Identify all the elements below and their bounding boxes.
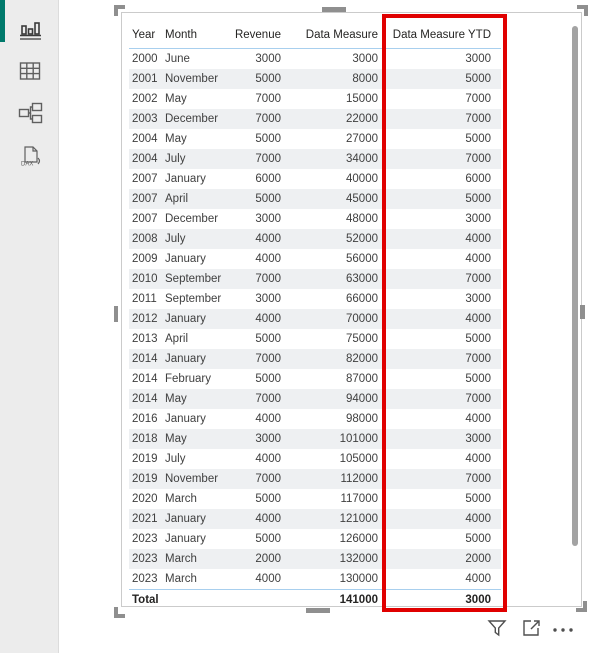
table-row[interactable]	[129, 229, 501, 249]
selection-handle-left-middle[interactable]	[114, 306, 118, 322]
table-row[interactable]	[129, 369, 501, 389]
table-cell: 7000	[465, 393, 491, 405]
selection-handle-right-middle[interactable]	[580, 305, 585, 319]
table-visual[interactable]	[121, 12, 582, 607]
table-cell: 5000	[255, 193, 281, 205]
table-cell: May	[165, 93, 187, 105]
table-cell: 4000	[255, 453, 281, 465]
filter-icon	[485, 627, 509, 644]
filter-button[interactable]	[485, 616, 509, 640]
table-row[interactable]	[129, 89, 501, 109]
table-cell: 4000	[465, 313, 491, 325]
table-cell: January	[165, 513, 206, 525]
table-cell: 5000	[465, 193, 491, 205]
selection-handle-bottom-center[interactable]	[306, 608, 330, 613]
table-cell: January	[165, 353, 206, 365]
selection-handle-top-center[interactable]	[322, 7, 346, 12]
table-cell: 2014	[132, 373, 158, 385]
table-cell: 121000	[339, 513, 378, 525]
table-row[interactable]	[129, 469, 501, 489]
table-cell: 7000	[465, 473, 491, 485]
table-cell: January	[165, 313, 206, 325]
table-cell: 5000	[255, 133, 281, 145]
table-cell: 7000	[255, 393, 281, 405]
table-cell: 4000	[255, 413, 281, 425]
table-row[interactable]	[129, 69, 501, 89]
more-options-button[interactable]	[551, 618, 575, 642]
table-row[interactable]	[129, 489, 501, 509]
table-cell: 2010	[132, 273, 158, 285]
table-cell: July	[165, 453, 186, 465]
table-cell: 2018	[132, 433, 158, 445]
table-cell: 3000	[465, 53, 491, 65]
table-row[interactable]	[129, 569, 501, 589]
table-body	[129, 49, 501, 589]
table-cell: 3000	[255, 213, 281, 225]
table-cell: 63000	[346, 273, 378, 285]
sidebar-item-report-view[interactable]	[16, 16, 44, 44]
table-cell: 117000	[340, 493, 378, 505]
table-cell: September	[165, 293, 222, 305]
selection-handle-bottom-right[interactable]	[576, 601, 587, 612]
table-cell: 82000	[346, 353, 378, 365]
table-cell: July	[165, 233, 186, 245]
table-cell: 2016	[132, 413, 158, 425]
table-cell: November	[165, 473, 219, 485]
table-cell: April	[165, 333, 189, 345]
column-header-month[interactable]: Month	[165, 28, 197, 41]
table-cell: 7000	[465, 273, 491, 285]
table-cell: 2007	[132, 173, 158, 185]
table-cell: 66000	[346, 293, 378, 305]
dax-document-icon	[16, 157, 44, 174]
table-cell: 2002	[132, 93, 158, 105]
table-cell: 2023	[132, 553, 158, 565]
table-cell: 34000	[346, 153, 378, 165]
table-cell: 5000	[255, 73, 281, 85]
table-cell: 2007	[132, 213, 158, 225]
table-cell: 4000	[465, 253, 491, 265]
vertical-scrollbar-thumb[interactable]	[572, 26, 578, 546]
table-cell: 130000	[339, 573, 378, 585]
table-cell: 2020	[132, 493, 158, 505]
table-cell: 7000	[255, 473, 281, 485]
table-row[interactable]	[129, 389, 501, 409]
table-cell: 2012	[132, 313, 158, 325]
table-row[interactable]	[129, 189, 501, 209]
table-cell: 3000	[255, 293, 281, 305]
table-cell: 105000	[339, 453, 378, 465]
total-cell: Total	[132, 594, 159, 606]
table-cell: 2019	[132, 473, 158, 485]
table-cell: May	[165, 133, 187, 145]
table-cell: 4000	[255, 253, 281, 265]
table-cell: January	[165, 253, 206, 265]
table-cell: 6000	[255, 173, 281, 185]
table-cell: June	[165, 53, 190, 65]
selection-handle-top-left[interactable]	[114, 5, 125, 16]
table-cell: 3000	[352, 53, 378, 65]
table-cell: 5000	[255, 533, 281, 545]
table-cell: 4000	[465, 453, 491, 465]
table-cell: 4000	[465, 513, 491, 525]
table-cell: 2008	[132, 233, 158, 245]
table-cell: April	[165, 193, 189, 205]
table-cell: 7000	[255, 353, 281, 365]
table-cell: January	[165, 413, 206, 425]
table-cell: 3000	[255, 433, 281, 445]
table-cell: May	[165, 393, 187, 405]
table-cell: 3000	[465, 433, 491, 445]
table-cell: 112000	[340, 473, 378, 485]
table-cell: 2000	[255, 553, 281, 565]
table-row[interactable]	[129, 129, 501, 149]
table-cell: 4000	[255, 513, 281, 525]
table-row[interactable]	[129, 329, 501, 349]
table-cell: 15000	[346, 93, 378, 105]
table-cell: 126000	[339, 533, 378, 545]
selection-handle-top-right[interactable]	[577, 5, 588, 16]
table-cell: 4000	[255, 313, 281, 325]
total-cell: 141000	[339, 594, 378, 606]
table-cell: 4000	[465, 233, 491, 245]
table-cell: 52000	[346, 233, 378, 245]
table-cell: May	[165, 433, 187, 445]
table-cell: January	[165, 533, 206, 545]
table-cell: 2004	[132, 133, 158, 145]
table-row[interactable]	[129, 169, 501, 189]
table-cell: 101000	[339, 433, 378, 445]
table-cell: July	[165, 153, 186, 165]
column-header-data-measure-ytd[interactable]: Data Measure YTD	[392, 28, 491, 41]
table-cell: 4000	[255, 233, 281, 245]
view-sidebar	[0, 0, 59, 653]
column-header-data-measure[interactable]: Data Measure	[305, 28, 378, 41]
table-cell: 5000	[465, 373, 491, 385]
table-cell: 98000	[346, 413, 378, 425]
table-cell: 7000	[465, 353, 491, 365]
table-row[interactable]	[129, 309, 501, 329]
total-cell: 3000	[465, 594, 491, 606]
table-cell: 5000	[465, 533, 491, 545]
table-cell: 2009	[132, 253, 158, 265]
table-total-row	[129, 589, 501, 610]
table-cell: 2019	[132, 453, 158, 465]
table-cell: 5000	[465, 133, 491, 145]
active-view-indicator	[0, 0, 5, 42]
table-cell: 5000	[465, 493, 491, 505]
selection-handle-bottom-left[interactable]	[114, 607, 125, 618]
table-cell: September	[165, 273, 222, 285]
table-cell: January	[165, 173, 206, 185]
table-row[interactable]	[129, 509, 501, 529]
table-cell: 22000	[346, 113, 378, 125]
table-cell: 87000	[346, 373, 378, 385]
table-cell: 2007	[132, 193, 158, 205]
table-row[interactable]	[129, 349, 501, 369]
svg-text:DAX: DAX	[21, 161, 34, 168]
column-header-revenue[interactable]: Revenue	[234, 28, 281, 41]
table-cell: December	[165, 213, 219, 225]
table-cell: 56000	[346, 253, 378, 265]
table-cell: 2023	[132, 573, 158, 585]
table-row[interactable]	[129, 109, 501, 129]
focus-mode-button[interactable]	[520, 616, 544, 640]
table-cell: 132000	[339, 553, 378, 565]
table-cell: 70000	[346, 313, 378, 325]
table-cell: 45000	[346, 193, 378, 205]
table-cell: 7000	[465, 93, 491, 105]
column-header-year[interactable]: Year	[132, 28, 156, 41]
table-cell: 94000	[346, 393, 378, 405]
table-row[interactable]	[129, 269, 501, 289]
table-cell: 40000	[346, 173, 378, 185]
table-cell: 7000	[465, 153, 491, 165]
table-cell: 2014	[132, 393, 158, 405]
sidebar-item-model-view[interactable]	[16, 99, 44, 127]
table-cell: 48000	[346, 213, 378, 225]
table-cell: 2003	[132, 113, 158, 125]
table-cell: 5000	[255, 493, 281, 505]
table-cell: 5000	[255, 333, 281, 345]
table-row[interactable]	[129, 409, 501, 429]
table-header-row	[129, 21, 501, 49]
model-diagram-icon	[16, 114, 44, 131]
table-cell: 7000	[255, 273, 281, 285]
table-cell: 2013	[132, 333, 158, 345]
table-row[interactable]	[129, 49, 501, 69]
table-row[interactable]	[129, 149, 501, 169]
table-cell: 5000	[465, 333, 491, 345]
table-cell: 2001	[132, 73, 158, 85]
table-cell: 75000	[346, 333, 378, 345]
table-cell: March	[165, 553, 197, 565]
table-cell: 27000	[346, 133, 378, 145]
more-options-icon	[551, 629, 575, 646]
table-row[interactable]	[129, 449, 501, 469]
table-cell: 2000	[465, 553, 491, 565]
table-cell: 5000	[255, 373, 281, 385]
table-cell: 4000	[255, 573, 281, 585]
table-cell: 7000	[255, 113, 281, 125]
table-cell: February	[165, 373, 212, 385]
table-cell: 2004	[132, 153, 158, 165]
data-table	[129, 21, 501, 610]
table-cell: 3000	[465, 293, 491, 305]
table-row[interactable]	[129, 429, 501, 449]
grid-icon	[16, 72, 44, 89]
table-row[interactable]	[129, 549, 501, 569]
bar-chart-icon	[16, 31, 44, 48]
table-cell: 2011	[132, 293, 157, 305]
table-cell: 6000	[465, 173, 491, 185]
table-cell: March	[165, 493, 197, 505]
table-cell: 4000	[465, 413, 491, 425]
table-cell: 4000	[465, 573, 491, 585]
table-cell: 7000	[465, 113, 491, 125]
sidebar-item-table-view[interactable]	[16, 57, 44, 85]
table-cell: 2014	[132, 353, 158, 365]
table-row[interactable]	[129, 249, 501, 269]
table-cell: December	[165, 113, 219, 125]
table-cell: March	[165, 573, 197, 585]
sidebar-item-dax-query-view[interactable]	[16, 142, 44, 170]
table-row[interactable]	[129, 289, 501, 309]
table-cell: 3000	[465, 213, 491, 225]
table-cell: 2023	[132, 533, 158, 545]
table-row[interactable]	[129, 209, 501, 229]
table-cell: 2021	[132, 513, 158, 525]
table-cell: 3000	[255, 53, 281, 65]
table-cell: November	[165, 73, 219, 85]
table-cell: 7000	[255, 153, 281, 165]
table-cell: 5000	[465, 73, 491, 85]
table-row[interactable]	[129, 529, 501, 549]
focus-mode-icon	[520, 627, 544, 644]
table-cell: 7000	[255, 93, 281, 105]
table-cell: 2000	[132, 53, 158, 65]
table-cell: 8000	[352, 73, 378, 85]
